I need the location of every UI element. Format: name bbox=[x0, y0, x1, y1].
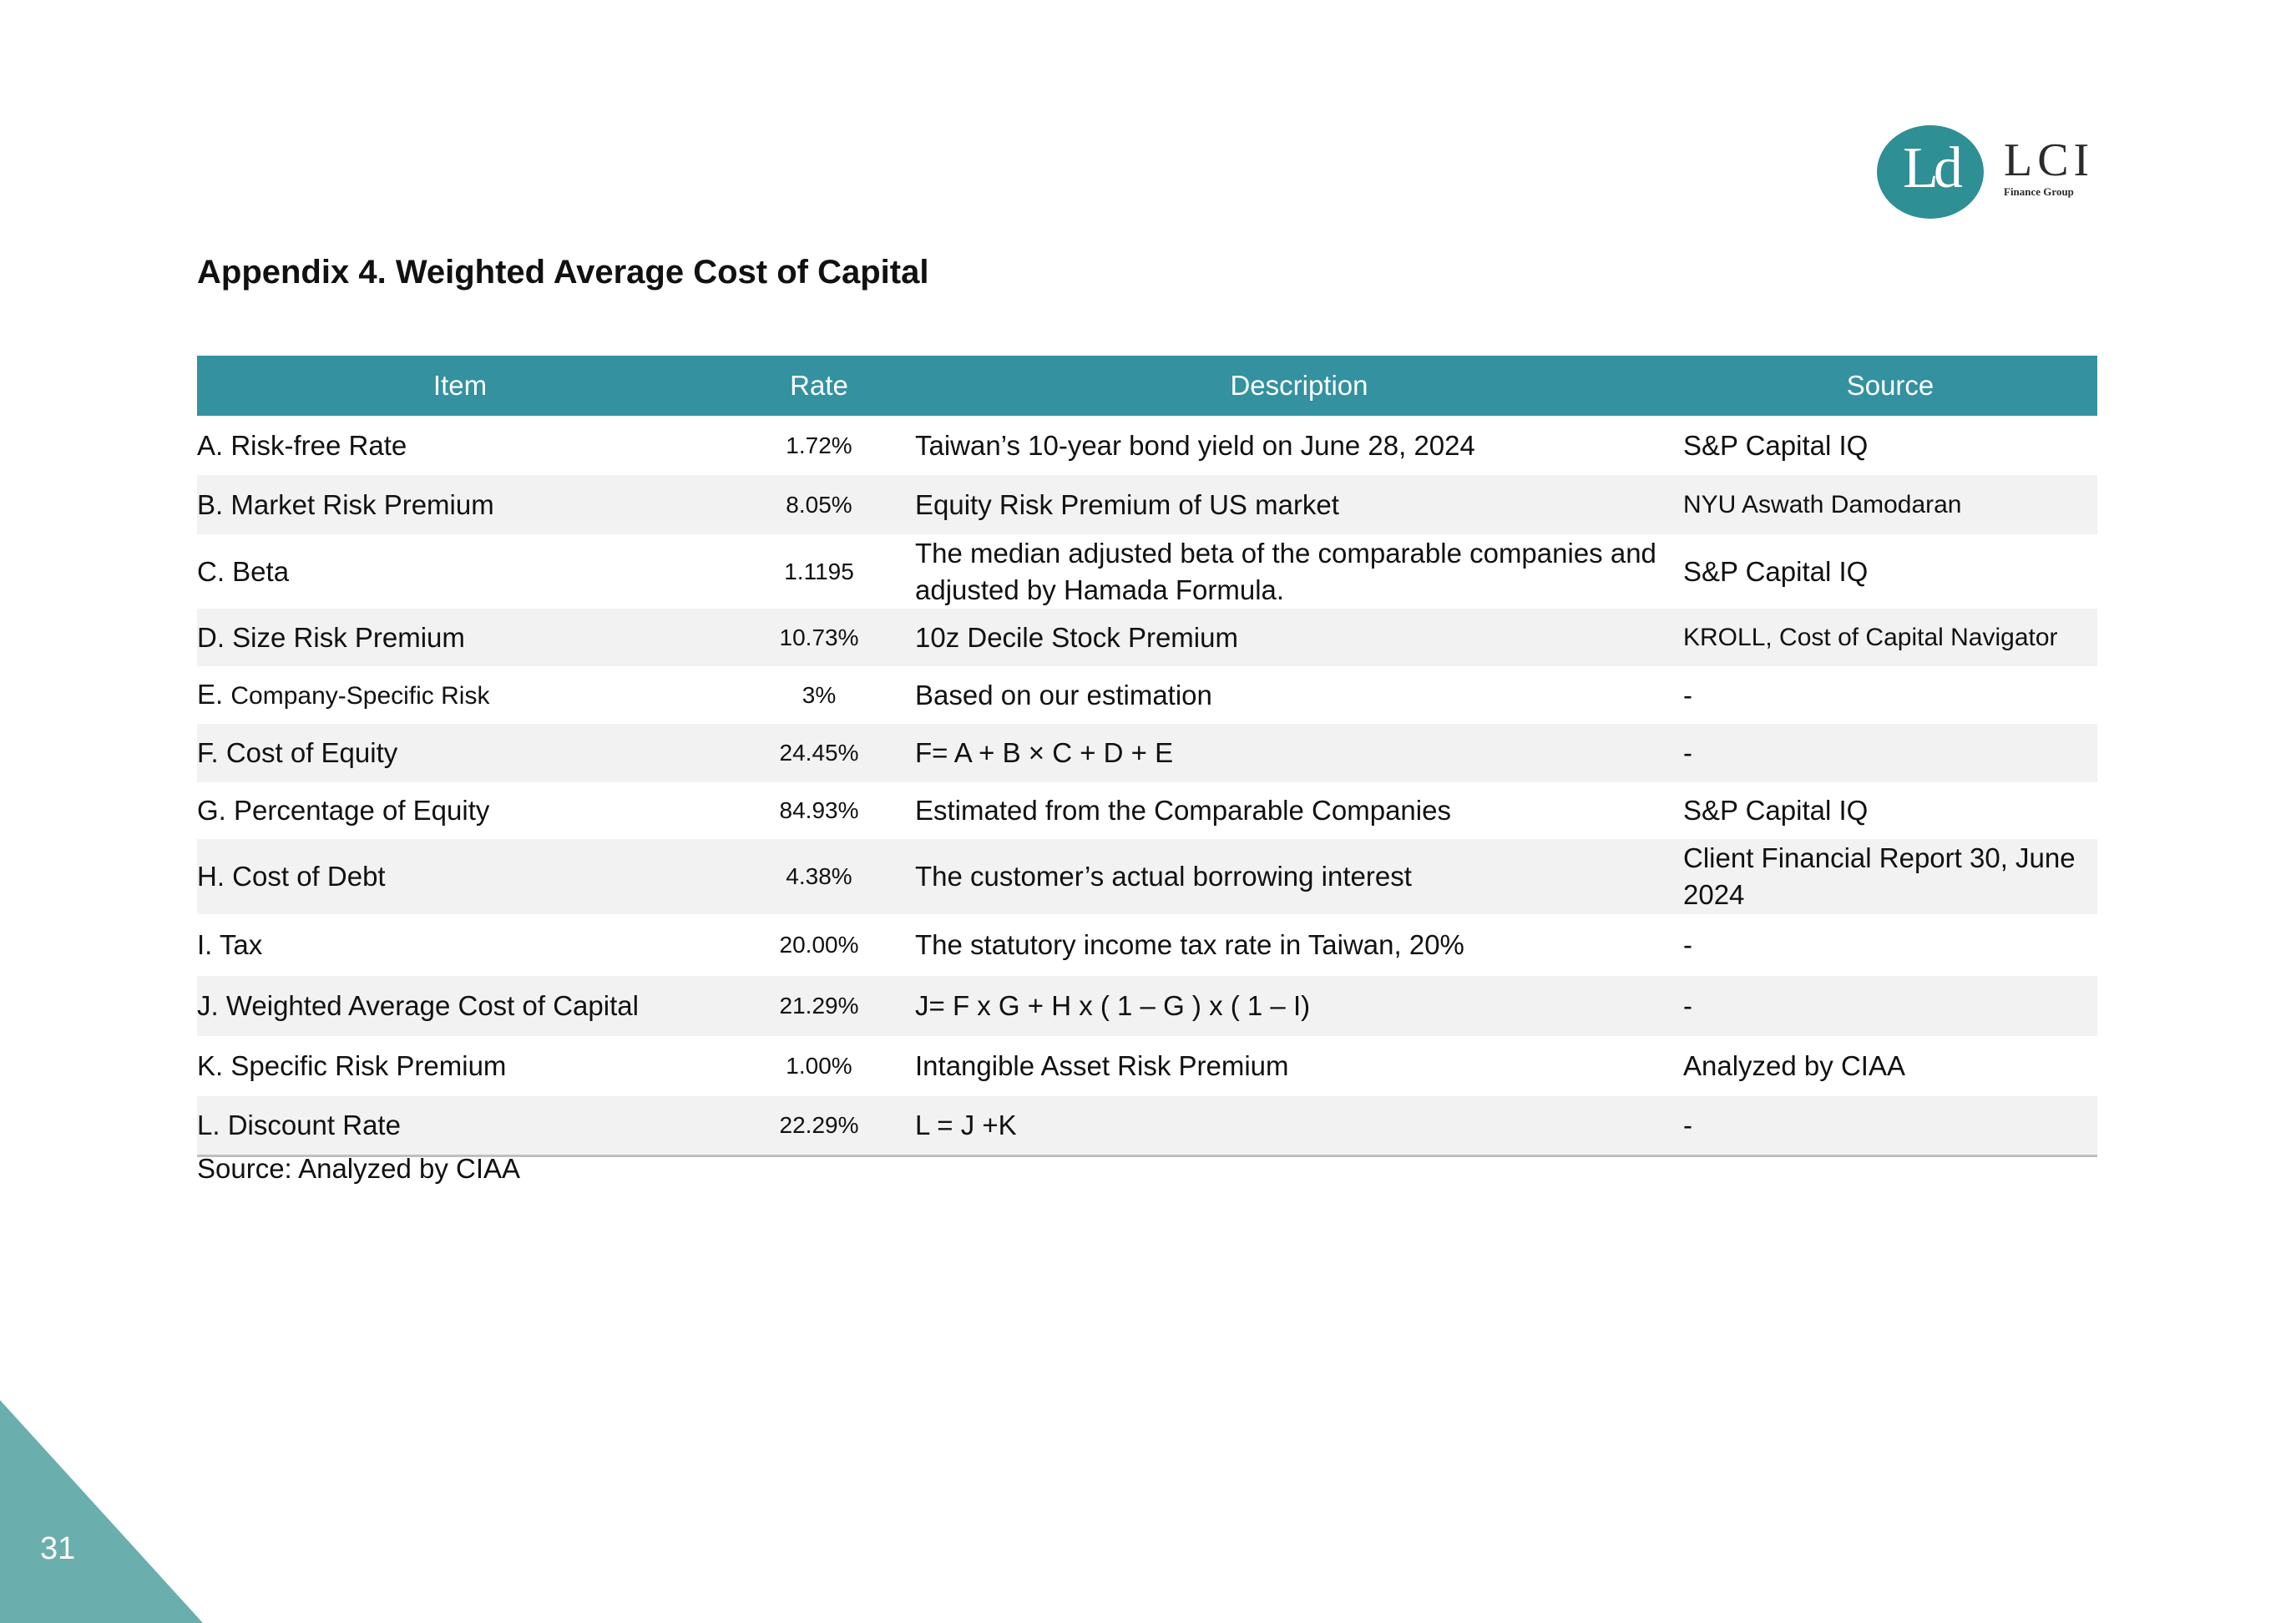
cell-description: Taiwan’s 10-year bond yield on June 28, 2024 bbox=[915, 429, 1475, 461]
table-row bbox=[197, 839, 2097, 914]
header-rate: Rate bbox=[723, 356, 915, 416]
table-row bbox=[197, 416, 2097, 475]
cell-item: A. Risk-free Rate bbox=[197, 429, 407, 461]
cell-item: C. Beta bbox=[197, 555, 290, 587]
cell-item: H. Cost of Debt bbox=[197, 839, 723, 914]
cell-source: - bbox=[1683, 724, 2097, 782]
cell-description: Based on our estimation bbox=[915, 679, 1212, 710]
logo-wordmark: LCI bbox=[2004, 134, 2095, 186]
cell-description: F= A + B × C + D + E bbox=[915, 724, 1683, 782]
cell-rate: 1.72% bbox=[786, 432, 852, 458]
cell-description: Intangible Asset Risk Premium bbox=[915, 1050, 1289, 1081]
cell-rate: 10.73% bbox=[723, 609, 915, 666]
cell-item: D. Size Risk Premium bbox=[197, 609, 723, 666]
cell-rate: 4.38% bbox=[723, 839, 915, 914]
table-row bbox=[197, 475, 2097, 534]
header-source: Source bbox=[1683, 356, 2097, 416]
cell-rate: 24.45% bbox=[723, 724, 915, 782]
cell-rate: 84.93% bbox=[779, 797, 859, 823]
page-title: Appendix 4. Weighted Average Cost of Capital bbox=[197, 254, 929, 291]
cell-description: The customer’s actual borrowing interest bbox=[915, 839, 1683, 914]
table-row bbox=[197, 1036, 2097, 1096]
cell-description: The statutory income tax rate in Taiwan, 20% bbox=[915, 929, 1464, 960]
cell-source: - bbox=[1683, 929, 1692, 960]
cell-item: B. Market Risk Premium bbox=[197, 475, 723, 534]
cell-description: Estimated from the Comparable Companies bbox=[915, 795, 1451, 826]
table-row bbox=[197, 534, 2097, 609]
cell-source: S&P Capital IQ bbox=[1683, 795, 1869, 826]
table-header-row bbox=[197, 356, 2097, 416]
cell-rate: 20.00% bbox=[779, 932, 859, 958]
table-row bbox=[197, 914, 2097, 976]
cell-rate: 3% bbox=[802, 681, 837, 708]
cell-rate: 8.05% bbox=[723, 475, 915, 534]
table-row bbox=[197, 609, 2097, 666]
wacc-table bbox=[197, 356, 2097, 1157]
header-description: Description bbox=[915, 356, 1683, 416]
item-label: Company-Specific Risk bbox=[230, 681, 490, 710]
logo-subtitle: Finance Group bbox=[2004, 185, 2074, 198]
company-logo bbox=[1877, 117, 2127, 225]
cell-item: L. Discount Rate bbox=[197, 1096, 723, 1155]
page-number: 31 bbox=[40, 1531, 76, 1566]
cell-rate: 22.29% bbox=[723, 1096, 915, 1155]
cell-source: - bbox=[1683, 976, 2097, 1036]
logo-monogram: Ld bbox=[1903, 136, 1958, 200]
cell-rate: 21.29% bbox=[723, 976, 915, 1036]
table-row bbox=[197, 666, 2097, 724]
table-row bbox=[197, 782, 2097, 839]
cell-source: S&P Capital IQ bbox=[1683, 429, 1869, 461]
cell-rate: 1.00% bbox=[786, 1053, 852, 1079]
cell-source: KROLL, Cost of Capital Navigator bbox=[1683, 609, 2097, 666]
cell-item: J. Weighted Average Cost of Capital bbox=[197, 976, 723, 1036]
cell-description: The median adjusted beta of the comparable companies and adjusted by Hamada Formula. bbox=[915, 537, 1656, 605]
corner-triangle-decoration bbox=[0, 1400, 203, 1623]
cell-source: - bbox=[1683, 1096, 2097, 1155]
cell-source: S&P Capital IQ bbox=[1683, 555, 1869, 587]
table-row bbox=[197, 1096, 2097, 1155]
cell-source: Analyzed by CIAA bbox=[1683, 1050, 1905, 1081]
cell-description: L = J +K bbox=[915, 1096, 1683, 1155]
source-note: Source: Analyzed by CIAA bbox=[197, 1153, 521, 1184]
cell-source: NYU Aswath Damodaran bbox=[1683, 475, 2097, 534]
cell-item: I. Tax bbox=[197, 929, 263, 960]
cell-source: - bbox=[1683, 679, 1692, 710]
cell-item: F. Cost of Equity bbox=[197, 724, 723, 782]
item-prefix: E. bbox=[197, 678, 224, 710]
cell-source: Client Financial Report 30, June 2024 bbox=[1683, 839, 2097, 914]
cell-item: G. Percentage of Equity bbox=[197, 795, 490, 826]
table-row bbox=[197, 976, 2097, 1036]
cell-description: Equity Risk Premium of US market bbox=[915, 475, 1683, 534]
corner-triangle-shape bbox=[0, 1400, 203, 1623]
table-row bbox=[197, 724, 2097, 782]
cell-description: 10z Decile Stock Premium bbox=[915, 609, 1683, 666]
header-item: Item bbox=[197, 356, 723, 416]
cell-item bbox=[197, 666, 723, 724]
cell-description: J= F x G + H x ( 1 – G ) x ( 1 – I) bbox=[915, 976, 1683, 1036]
cell-item: K. Specific Risk Premium bbox=[197, 1050, 507, 1081]
cell-rate: 1.1195 bbox=[784, 558, 854, 584]
